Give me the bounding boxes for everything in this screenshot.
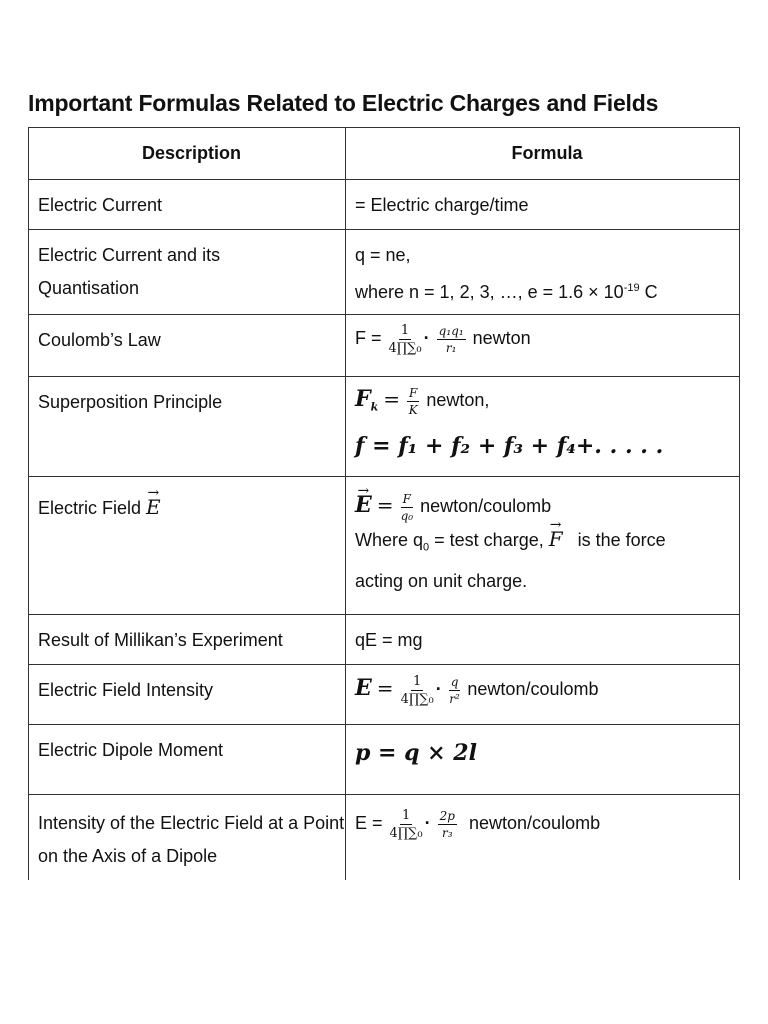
unit-label: newton/coulomb [420, 496, 552, 516]
fraction [401, 675, 434, 706]
formula-text: = test charge, [429, 530, 549, 550]
fraction-numerator: F [409, 385, 418, 400]
formula-cell: E = $\frac{1}{\text{4∏∑₀}}$ · $\frac{q}{\text{r²}}$ newton/coulomb [355, 673, 599, 707]
fraction-denominator: r² [449, 691, 460, 706]
formula-line [355, 272, 739, 309]
vector-symbol: → E [355, 489, 372, 522]
fraction-numerator: q [450, 674, 459, 689]
fraction [407, 387, 419, 416]
math-formula: p = q × 2l [355, 740, 477, 766]
table-row [29, 665, 740, 725]
formula-cell [355, 477, 739, 598]
table-header-row [29, 128, 740, 180]
formula-line [355, 489, 739, 523]
fraction-numerator: 1 [400, 322, 410, 338]
formula-cell [355, 725, 739, 771]
description-cell: Intensity of the Electric Field at a Point on the Axis of a Dipole [38, 813, 345, 866]
table-row [29, 615, 740, 665]
fraction [389, 324, 422, 355]
fraction [437, 325, 466, 354]
description-cell: Result of Millikan’s Experiment [38, 630, 283, 650]
fraction-denominator: q₀ [400, 508, 414, 523]
table-row [29, 315, 740, 377]
formula-cell [355, 377, 739, 463]
equals-sign: = [376, 676, 394, 700]
fraction-denominator: K [408, 402, 418, 417]
page-title: Important Formulas Related to Electric Charges and Fields [28, 90, 659, 116]
formula-exponent: -19 [623, 282, 640, 294]
fraction-denominator: 4∏∑₀ [389, 825, 423, 841]
fraction-denominator: 4∏∑₀ [400, 691, 434, 707]
table-row [29, 795, 740, 880]
fraction [449, 676, 461, 705]
formula-text: C [639, 282, 658, 302]
fraction [438, 810, 457, 839]
formula-line: acting on unit charge. [355, 570, 528, 591]
formula-line [355, 383, 739, 424]
math-symbol: F [355, 386, 371, 412]
fraction [390, 809, 423, 840]
formula-cell: F = $\frac{1}{\text{4∏∑₀}}$ · $\frac{\text{q₁q₁}}{\text{r₁}}$ newton [355, 322, 531, 356]
formula-cell: qE = mg [355, 630, 423, 650]
formula-cell [355, 230, 739, 309]
math-subscript: k [370, 400, 379, 414]
table-row [29, 230, 740, 315]
formula-cell: E = $\frac{1}{\text{4∏∑₀}}$ · $\frac{2p}{\text{r₃}}$ newton/coulomb [355, 807, 601, 841]
fraction-numerator: 2p [439, 808, 455, 823]
fraction [401, 493, 414, 522]
formula-text: is the force [577, 530, 666, 550]
formula-line: f = f₁ + f₂ + f₃ + f₄+. . . . . [355, 432, 664, 459]
math-symbol: E [355, 675, 372, 701]
description-text: Electric Field [38, 498, 147, 518]
equals-sign: = [383, 387, 401, 411]
vector-symbol: → E [146, 491, 161, 524]
description-cell: Electric Current [38, 195, 163, 215]
description-cell [38, 477, 345, 525]
formula-table [28, 127, 740, 880]
formula-line: q = ne, [355, 245, 411, 265]
formula-line [355, 523, 739, 565]
description-cell: Coulomb’s Law [38, 330, 161, 350]
table-row [29, 377, 740, 477]
table-row [29, 477, 740, 615]
description-cell: Electric Current and its Quantisation [38, 245, 221, 298]
description-cell: Electric Field Intensity [38, 680, 214, 700]
fraction-denominator: r₃ [442, 825, 453, 840]
table-row [29, 180, 740, 230]
unit-label: newton [472, 328, 531, 348]
vector-symbol: → F [549, 523, 563, 556]
unit-label: newton/coulomb [469, 813, 601, 833]
formula-text: where n = 1, 2, 3, …, e = 1.6 × 10 [355, 282, 624, 302]
formula-text: Where q [355, 530, 424, 550]
description-header: Description [29, 128, 346, 180]
formula-prefix: E = [355, 813, 388, 833]
unit-label: newton/coulomb [467, 679, 599, 699]
equals-sign: = [376, 493, 394, 517]
fraction-numerator: 1 [401, 807, 411, 823]
formula-subscript: 0 [423, 541, 430, 554]
fraction-numerator: F [402, 491, 411, 506]
formula-header: Formula [346, 128, 740, 180]
description-cell: Superposition Principle [38, 392, 223, 412]
description-cell: Electric Dipole Moment [38, 740, 224, 760]
fraction-numerator: 1 [412, 673, 422, 689]
formula-cell: = Electric charge/time [355, 195, 529, 215]
unit-label: newton, [426, 390, 490, 410]
fraction-numerator: q₁q₁ [438, 323, 464, 338]
table-row [29, 725, 740, 795]
formula-prefix: F = [355, 328, 387, 348]
fraction-denominator: 4∏∑₀ [388, 340, 422, 356]
fraction-denominator: r₁ [445, 340, 457, 355]
